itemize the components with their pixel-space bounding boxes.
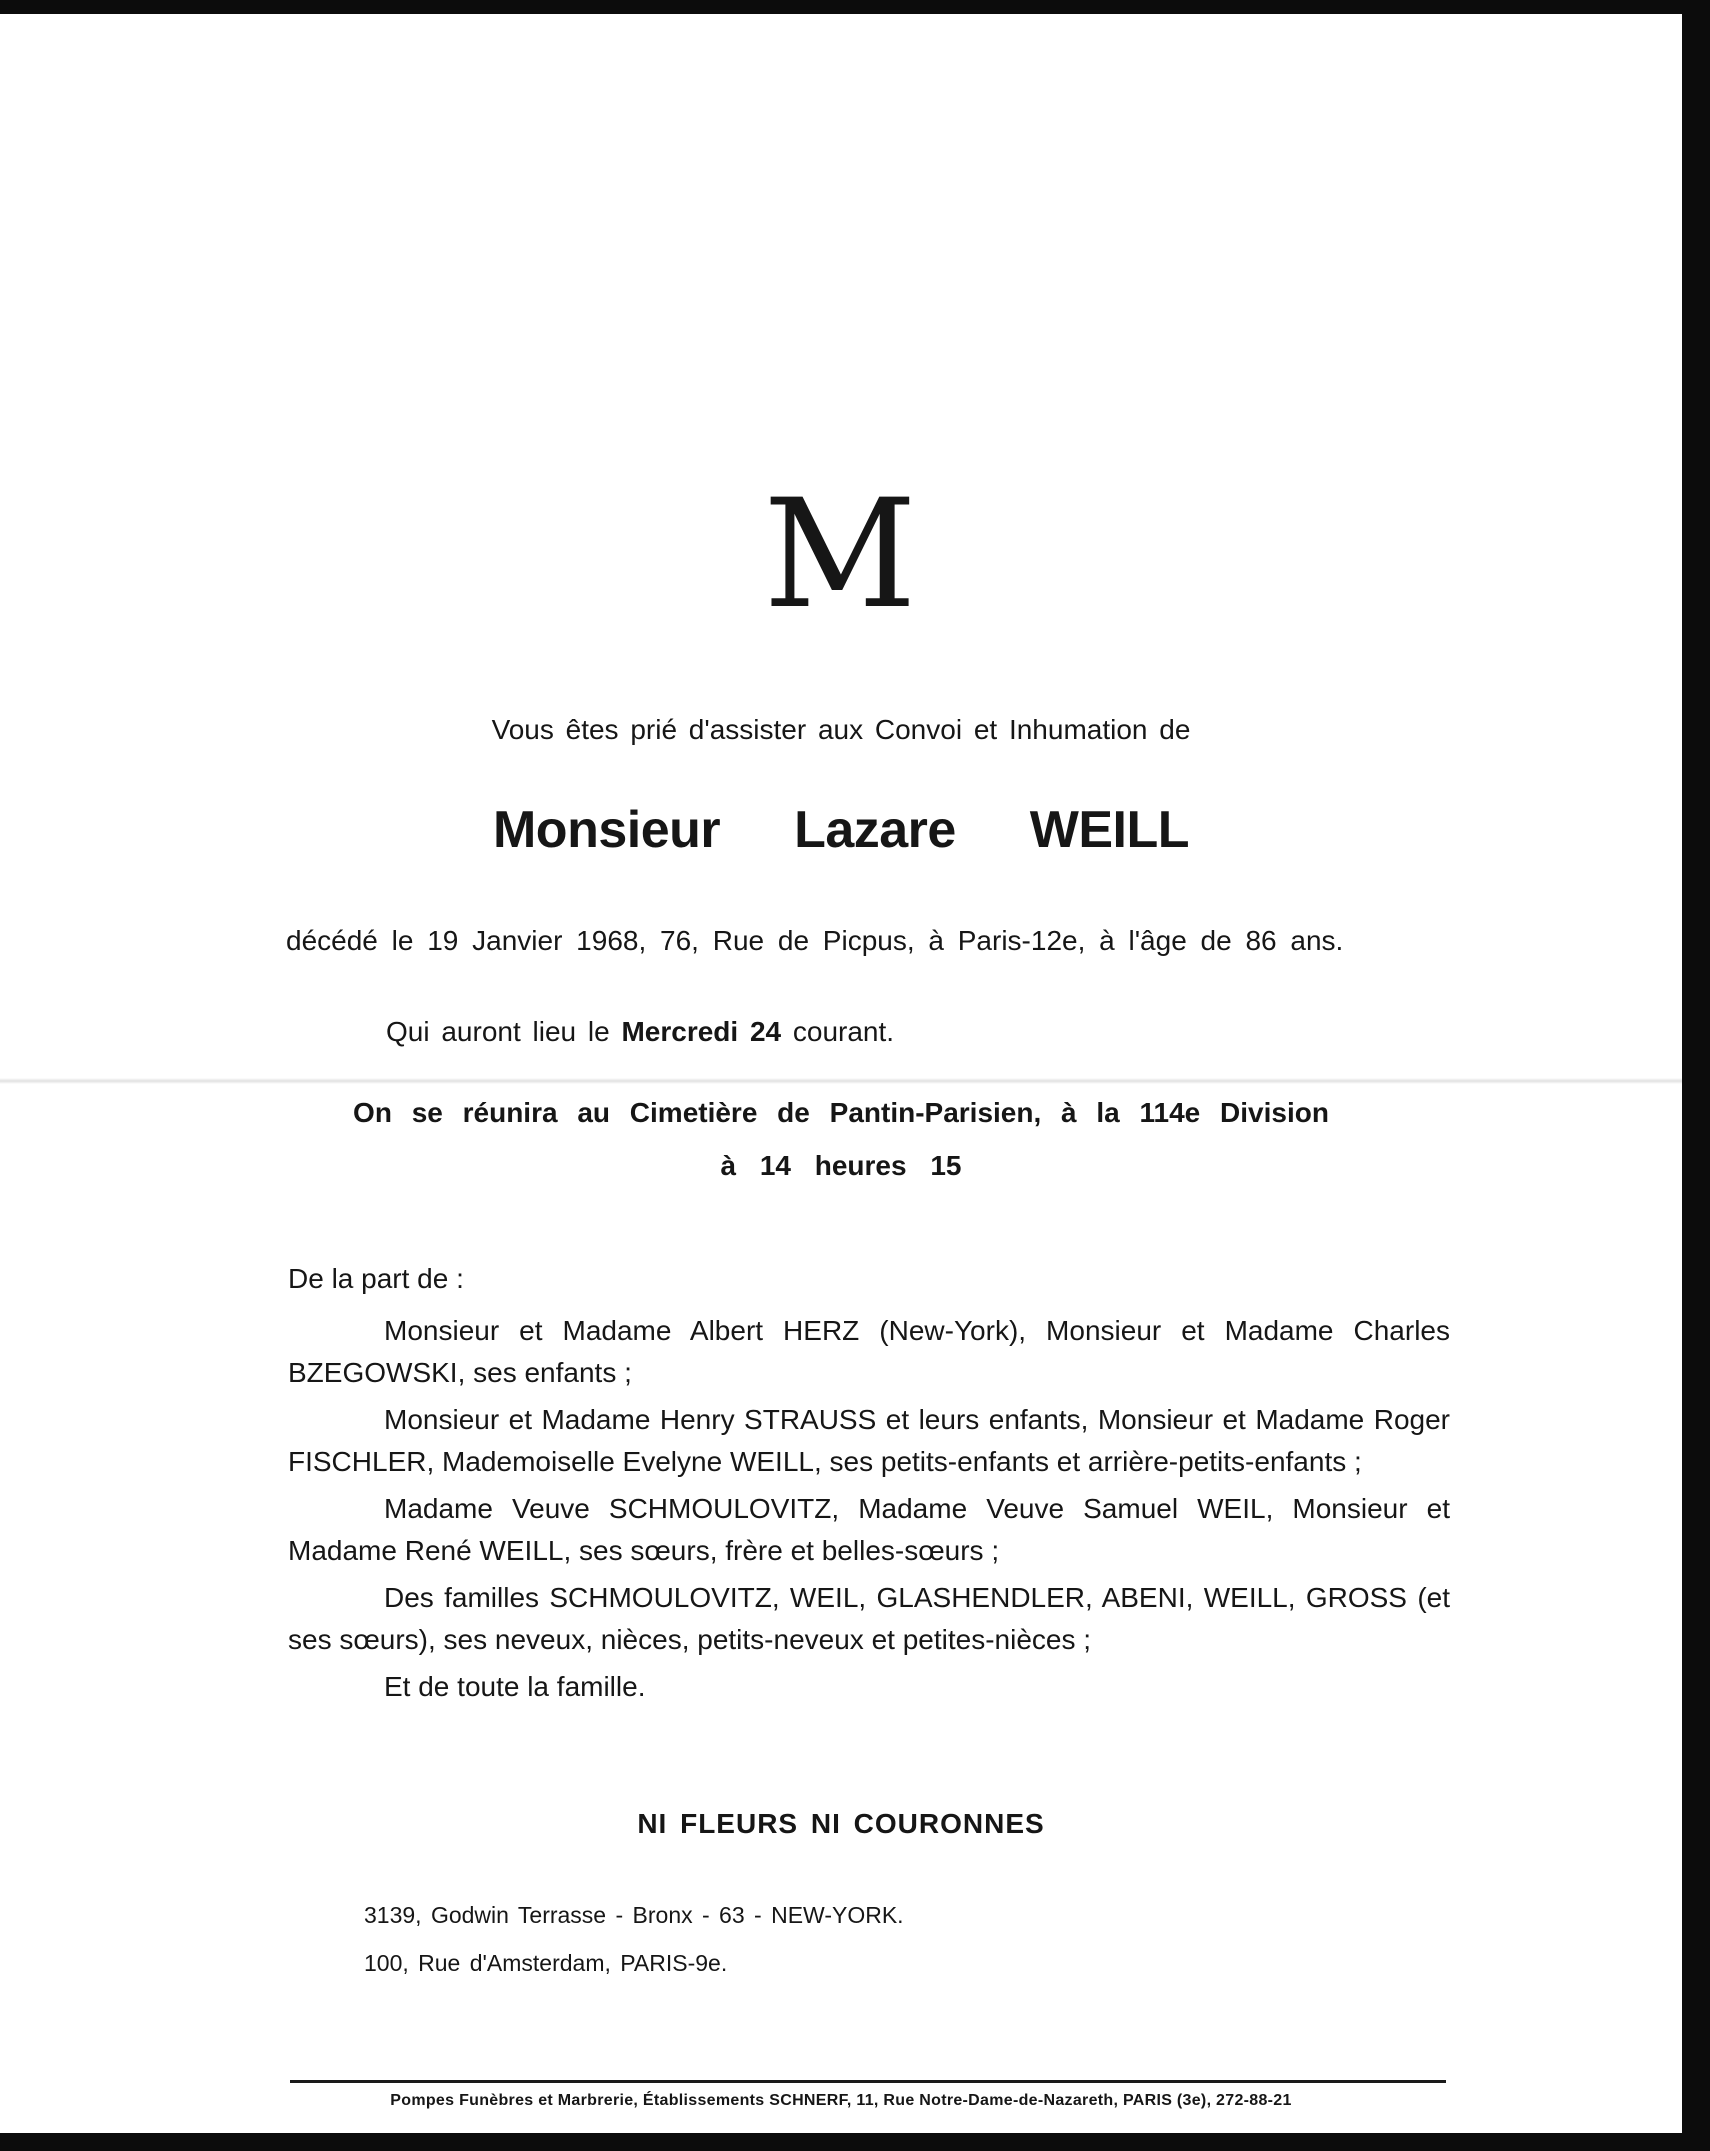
address-paris: 100, Rue d'Amsterdam, PARIS-9e. xyxy=(364,1950,728,1976)
black-border-bottom xyxy=(0,2133,1710,2151)
family-relatives: Des familles SCHMOULOVITZ, WEIL, GLASHENDLER, ABENI, WEILL, GROSS (et ses sœurs), ses neveux, nièces, petits-neveux et petites-nièces ; xyxy=(288,1582,1450,1655)
death-details: décédé le 19 Janvier 1968, 76, Rue de Picpus, à Paris-12e, à l'âge de 86 ans. xyxy=(286,925,1344,956)
family-children: Monsieur et Madame Albert HERZ (New-York), Monsieur et Madame Charles BZEGOWSKI, ses enfants ; xyxy=(288,1315,1450,1388)
funeral-home-footer: Pompes Funèbres et Marbrerie, Établissements SCHNERF, 11, Rue Notre-Dame-de-Nazareth, PARIS (3e), 272-88-21 xyxy=(390,2092,1292,2109)
family-all: Et de toute la famille. xyxy=(384,1671,646,1702)
address-new-york: 3139, Godwin Terrasse - Bronx - 63 - NEW-YORK. xyxy=(364,1902,904,1928)
family-section xyxy=(288,1258,1450,1713)
ceremony-date-line xyxy=(386,1016,894,1048)
meeting-time: à 14 heures 15 xyxy=(720,1150,962,1181)
family-siblings: Madame Veuve SCHMOULOVITZ, Madame Veuve Samuel WEIL, Monsieur et Madame René WEILL, ses sœurs, frère et belles-sœurs ; xyxy=(288,1493,1450,1566)
initial-letter: M xyxy=(763,468,919,642)
footer-divider xyxy=(290,2080,1446,2083)
invitation-line: Vous êtes prié d'assister aux Convoi et Inhumation de xyxy=(491,714,1191,745)
black-border-top xyxy=(0,0,1710,14)
family-intro: De la part de : xyxy=(288,1263,464,1294)
ceremony-prefix: Qui auront lieu le xyxy=(386,1016,610,1047)
meeting-place: On se réunira au Cimetière de Pantin-Parisien, à la 114e Division xyxy=(353,1097,1329,1128)
no-flowers-notice: NI FLEURS NI COURONNES xyxy=(637,1808,1045,1839)
black-border-right xyxy=(1682,0,1710,2151)
ceremony-suffix: courant. xyxy=(792,1016,895,1047)
family-grandchildren: Monsieur et Madame Henry STRAUSS et leurs enfants, Monsieur et Madame Roger FISCHLER, Mademoiselle Evelyne WEILL, ses petits-enfants et arrière-petits-enfants ; xyxy=(288,1404,1450,1477)
deceased-name: Monsieur Lazare WEILL xyxy=(492,801,1190,859)
paper-fold-crease xyxy=(0,1078,1682,1084)
ceremony-date: Mercredi 24 xyxy=(621,1016,782,1047)
